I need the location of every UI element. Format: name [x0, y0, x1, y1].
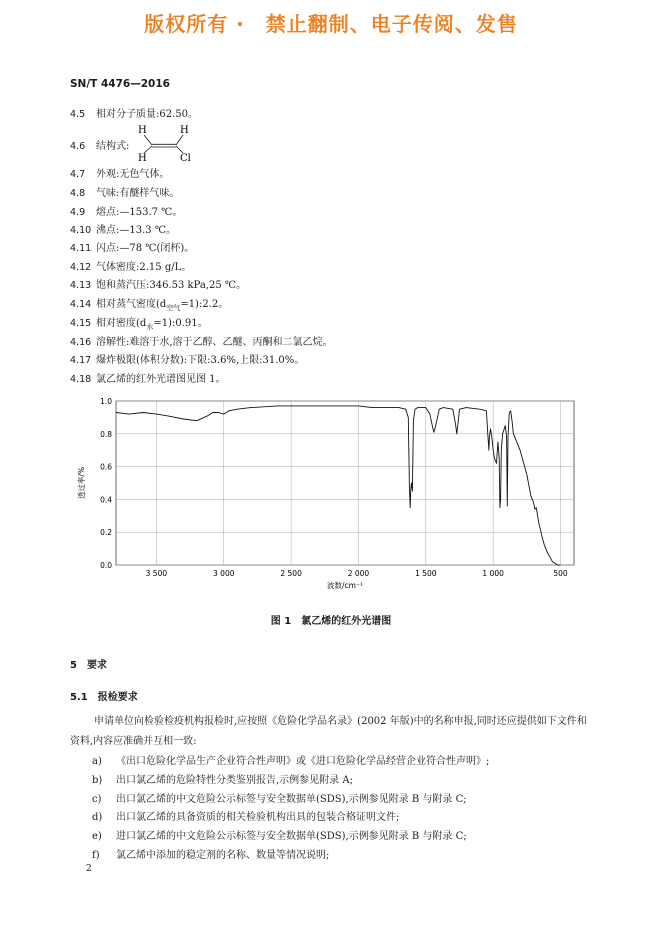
property-4-9 — [70, 206, 182, 220]
property-text-pre: 相对密度(d — [96, 318, 147, 329]
list-item-b — [92, 771, 353, 786]
list-item-d — [92, 808, 399, 823]
structure-label: 结构式: — [96, 141, 130, 152]
list-text: 出口氯乙烯的具备资质的相关检验机构出具的包装合格证明文件; — [116, 812, 400, 823]
list-mark: a) — [92, 756, 102, 767]
property-text: 气味:有醚样气味。 — [96, 188, 180, 199]
list-item-c — [92, 790, 467, 805]
ir-spectrum-chart — [70, 393, 590, 593]
property-text: 相对分子质量:62.50。 — [96, 109, 198, 120]
property-number: 4.7 — [70, 169, 86, 180]
property-number: 4.6 — [70, 141, 86, 152]
x-tick-label: 1 500 — [415, 569, 437, 578]
standard-number: SN/T 4476—2016 — [70, 78, 170, 90]
property-number: 4.14 — [70, 299, 92, 310]
list-mark: c) — [92, 794, 102, 805]
bond-h3 — [144, 146, 152, 153]
property-4-17 — [70, 354, 304, 368]
property-number: 4.5 — [70, 109, 86, 120]
property-text: 外观:无色气体。 — [96, 169, 170, 180]
property-4-13 — [70, 279, 246, 293]
property-text: 氯乙烯的红外光谱图见图 1。 — [96, 374, 226, 385]
y-tick-label: 1.0 — [100, 397, 112, 406]
list-mark: b) — [92, 775, 103, 786]
property-4-7 — [70, 168, 169, 182]
x-tick-label: 2 500 — [280, 569, 302, 578]
list-mark: f) — [92, 850, 100, 861]
section-5-1-paragraph: 申请单位向检验检疫机构报检时,应按照《危险化学品名录》(2002 年版)中的名称申报,同时还应提供如下文件和资料,内容应准确并互相一致: — [70, 716, 587, 747]
property-text: 熔点:—153.7 ℃。 — [96, 207, 183, 218]
list-mark: d) — [92, 812, 103, 823]
property-text: 气体密度:2.15 g/L。 — [96, 262, 192, 273]
list-text: 氯乙烯中添加的稳定剂的名称、数量等情况说明; — [116, 850, 330, 861]
property-number: 4.18 — [70, 374, 92, 385]
property-number: 4.8 — [70, 188, 86, 199]
vinyl-chloride-structure — [130, 122, 200, 166]
property-text: 爆炸极限(体积分数):下限:3.6%,上限:31.0%。 — [96, 355, 305, 366]
list-text: 进口氯乙烯的中文危险公示标签与安全数据单(SDS),示例参见附录 B 与附录 C; — [116, 831, 467, 842]
list-item-f — [92, 846, 329, 861]
y-tick-label: 0.4 — [100, 495, 112, 505]
property-4-8 — [70, 187, 179, 201]
property-text: 溶解性:难溶于水,溶于乙醇、乙醚、丙酮和二氯乙烷。 — [96, 337, 333, 348]
bond-cl — [176, 146, 183, 153]
property-4-10 — [70, 224, 176, 238]
property-text: 饱和蒸汽压:346.53 kPa,25 ℃。 — [96, 280, 247, 291]
property-number: 4.17 — [70, 355, 92, 366]
section-5-1-heading: 5.1 报检要求 — [70, 692, 138, 703]
figure-caption: 图 1 氯乙烯的红外光谱图 — [270, 616, 392, 627]
property-number: 4.13 — [70, 280, 92, 291]
bond-h2 — [176, 135, 183, 145]
bond-h1 — [144, 135, 152, 145]
property-text-pre: 相对蒸气密度(d — [96, 299, 167, 310]
property-4-11 — [70, 242, 194, 256]
ir-spectrum-svg — [70, 393, 590, 593]
list-item-e — [92, 827, 467, 842]
property-number: 4.16 — [70, 337, 92, 348]
x-tick-label: 3 000 — [213, 569, 235, 578]
property-4-18 — [70, 373, 226, 387]
y-tick-label: 0.0 — [100, 561, 112, 570]
list-item-a — [92, 752, 489, 767]
subscript: 水 — [146, 323, 154, 331]
property-text-post: =1):0.91。 — [153, 318, 208, 329]
y-tick-label: 0.8 — [100, 429, 112, 439]
property-text: 沸点:—13.3 ℃。 — [96, 225, 176, 236]
y-axis-label: 透过率/% — [77, 466, 86, 500]
x-tick-label: 2 000 — [347, 569, 370, 578]
property-4-15 — [70, 317, 208, 334]
property-4-16 — [70, 336, 333, 350]
y-tick-label: 0.2 — [100, 528, 112, 538]
watermark-header: 版权所有 · 禁止翻制、电子传阅、发售 — [144, 12, 518, 36]
property-text: 闪点:—78 ℃(闭杯)。 — [96, 243, 195, 254]
atom-h-top-left: H — [138, 125, 147, 136]
atom-h-bottom-left: H — [138, 153, 147, 164]
x-axis-label: 波数/cm⁻¹ — [327, 581, 363, 590]
x-tick-label: 3 500 — [145, 569, 168, 578]
property-text-post: =1):2.2。 — [180, 299, 229, 310]
property-number: 4.15 — [70, 318, 92, 329]
page-number: 2 — [86, 864, 92, 874]
property-number: 4.10 — [70, 225, 92, 236]
subscript: 空气 — [166, 304, 181, 312]
list-mark: e) — [92, 831, 102, 842]
property-number: 4.11 — [70, 243, 92, 254]
atom-cl: Cl — [180, 153, 191, 164]
property-4-14 — [70, 298, 228, 315]
x-tick-label: 1 000 — [482, 569, 504, 578]
property-4-12 — [70, 261, 191, 275]
atom-h-top-right: H — [180, 125, 189, 136]
section-5-heading: 5 要求 — [70, 660, 107, 671]
list-text: 出口氯乙烯的中文危险公示标签与安全数据单(SDS),示例参见附录 B 与附录 C; — [116, 794, 467, 805]
y-tick-label: 0.6 — [100, 462, 112, 472]
property-number: 4.12 — [70, 262, 92, 273]
property-4-5 — [70, 108, 198, 122]
property-4-6 — [70, 140, 129, 154]
list-text: 出口氯乙烯的危险特性分类鉴别报告,示例参见附录 A; — [116, 775, 353, 786]
property-number: 4.9 — [70, 207, 86, 218]
spectrum-line — [116, 406, 561, 565]
list-text: 《出口危险化学品生产企业符合性声明》或《进口危险化学品经营企业符合性声明》; — [116, 756, 490, 767]
x-tick-label: 500 — [553, 569, 568, 578]
